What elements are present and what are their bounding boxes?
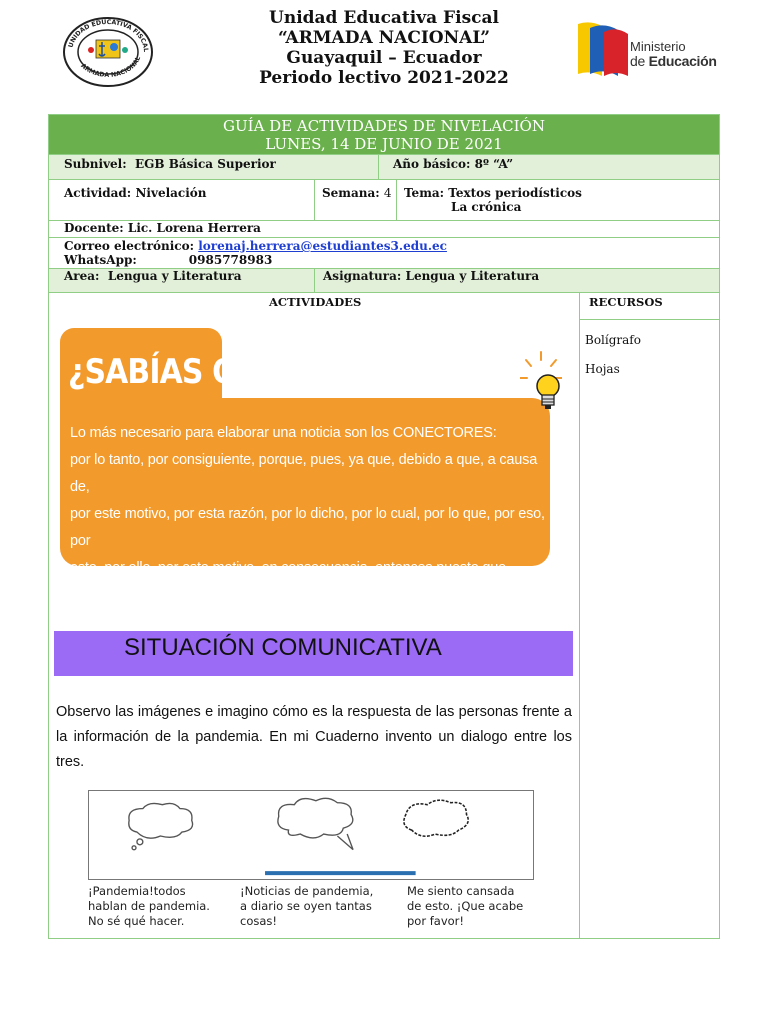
asignatura-field [323,269,539,283]
caption-line: cosas! [240,914,277,928]
instructions-text: Observo las imágenes e imagino cómo es la respuesta de las personas frente a la información de la pandemia. En mi Cuaderno invento un dialogo entre los tres. [56,704,572,770]
situacion-comunicativa-title: SITUACIÓN COMUNICATIVA [54,631,573,676]
asignatura-value: Lengua y Literatura [405,269,540,283]
speech-bubble-icon [404,800,468,836]
area-value: Lengua y Literatura [107,269,242,283]
seal-text-top: UNIDAD EDUCATIVA FISCAL [67,18,150,53]
sabias-que-text [70,420,550,636]
sabias-line: por este motivo, por esta razón, por lo dicho, por lo cual, por lo que, por eso, por [70,506,545,549]
school-location: Guayaquil – Ecuador [286,48,482,68]
semana-field [322,186,392,200]
semana-label: Semana: [322,186,380,200]
anio-label: Año básico: [393,157,471,171]
ministry-line2 [630,54,717,68]
comic-caption [240,884,373,929]
sabias-line: Lo más necesario para elaborar una noticia son los CONECTORES: [70,425,497,441]
sabias-line: esto, por ello, por este motivo, en consecuencia, entonces puesto que hablan [70,560,506,603]
whatsapp-field [64,253,272,267]
actividades-header: ACTIVIDADES [269,295,362,309]
speech-bubble-icon [278,798,353,849]
sabias-line: de causas y consecuencias, antecedentes y consecuentes. [70,614,441,630]
email-label: Correo electrónico: [64,239,195,253]
contact-row [49,238,719,269]
whatsapp-label: WhatsApp: [64,253,137,267]
caption-line: ¡Noticias de pandemia, [240,884,374,898]
ministry-prefix: de [630,53,649,69]
tema-label: Tema: [404,186,445,200]
guide-date: LUNES, 14 DE JUNIO DE 2021 [265,135,503,153]
caption-line: Me siento cansada [407,884,515,898]
area-field [64,269,242,283]
actividad-value: Nivelación [135,186,207,200]
school-header [200,8,568,88]
subnivel-value: EGB Básica Superior [135,157,276,171]
caption-line: ¡Pandemia!todos [88,884,186,898]
subnivel-row [49,155,719,180]
actividad-field [64,186,207,200]
area-row [49,269,719,293]
recurso-item: Hojas [585,362,620,376]
asignatura-label: Asignatura: [323,269,402,283]
caption-line: por favor! [407,914,464,928]
docente-value: Lic. Lorena Herrera [127,221,261,235]
docente-label: Docente: [64,221,124,235]
column-header-row [49,293,719,320]
docente-row [49,221,719,238]
school-name: Unidad Educativa Fiscal [269,8,499,28]
ministry-education: Educación [648,53,717,69]
caption-line: de esto. ¡Que acabe [407,899,524,913]
anio-value: 8º “A” [474,157,514,171]
ministry-name [630,40,717,68]
speech-bubble-icon [129,803,193,849]
ministry-line1: Ministerio [630,39,686,54]
comic-panel [88,790,534,880]
recurso-item: Bolígrafo [585,333,641,347]
comic-caption [88,884,210,929]
actividad-row [49,180,719,221]
school-period: Periodo lectivo 2021-2022 [259,68,509,88]
subnivel-field [64,157,276,171]
recursos-header: RECURSOS [589,295,663,309]
sabias-line: por lo tanto, por consiguiente, porque, pues, ya que, debido a que, a causa de, [70,452,538,495]
lightbulb-icon [520,350,562,422]
tema-subvalue: La crónica [451,200,522,214]
school-seal-logo [62,16,154,88]
semana-value: 4 [383,186,392,200]
tema-value: Textos periodísticos [448,186,582,200]
seal-text-bottom: ARMADA NACIONAL [79,55,143,79]
school-subname: “ARMADA NACIONAL” [277,28,491,48]
actividad-label: Actividad: [64,186,132,200]
caption-line: hablan de pandemia. [88,899,210,913]
subnivel-label: Subnivel: [64,157,127,171]
whatsapp-value: 0985778983 [188,253,273,267]
tema-field [404,186,582,214]
sabias-que-title: ¿SABÍAS QUE? [68,352,297,392]
caption-line: No sé qué hacer. [88,914,185,928]
docente-field [64,221,261,235]
area-label: Area: [64,269,100,283]
guide-title-band [49,115,719,155]
email-link[interactable]: lorenaj.herrera@estudiantes3.edu.ec [198,239,447,253]
email-field [64,239,447,253]
guide-title: GUÍA DE ACTIVIDADES DE NIVELACIÓN [223,117,545,135]
comic-caption [407,884,523,929]
anio-field [393,157,513,171]
caption-line: a diario se oyen tantas [240,899,372,913]
